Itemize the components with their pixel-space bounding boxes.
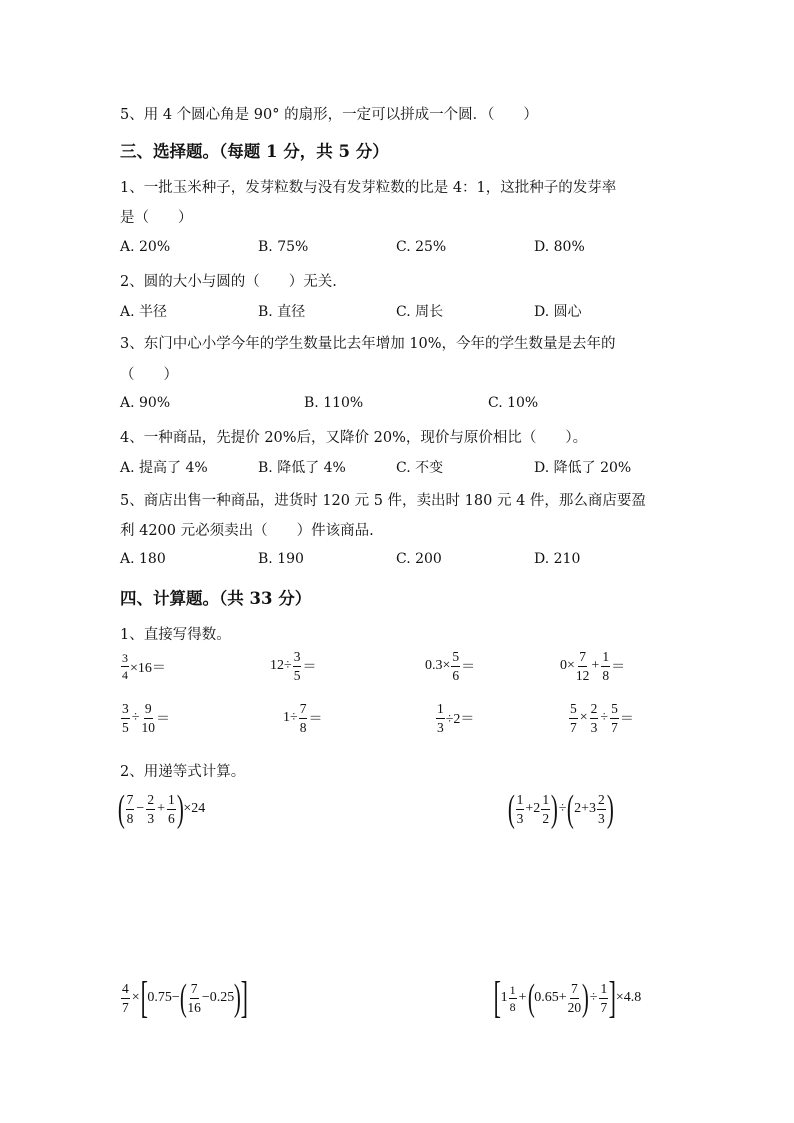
q3-line2: （ ） <box>120 367 178 383</box>
calc-sub1-title: 1、直接写得数。 <box>120 627 231 643</box>
stepwise-expr-3: $\frac{4}{7}$ × [ 0.75− ( $\frac{7}{16}$ −0.25 ) ] <box>122 973 248 1022</box>
q5-option-d: D. 210 <box>534 551 581 567</box>
stepwise-expr-1: ( $\frac{7}{8}$ − $\frac{2}{3}$ + $\frac{1}{6}$ ) ×24 <box>117 788 206 830</box>
section-4-title: 四、计算题。（共 33 分） <box>120 589 312 608</box>
q4-option-c: C. 不变 <box>396 460 444 476</box>
q2-line1: 2、圆的大小与圆的（ ）无关. <box>120 274 337 290</box>
fraction: $\frac{5}{7}$ <box>611 701 618 735</box>
q5-line1: 5、商店出售一种商品，进货时 120 元 5 件，卖出时 180 元 4 件，那么商店要盈 <box>120 493 646 509</box>
direct-expr-8: $\frac{5}{7}$ × $\frac{2}{3}$ ÷ $\frac{5}{7}$ ＝ <box>570 701 634 735</box>
fraction: $\frac{1}{3}$ <box>516 792 524 826</box>
direct-expr-6: 1÷ $\frac{7}{8}$ ＝ <box>283 701 323 735</box>
stepwise-expr-4: [ 1 $\frac{1}{8}$ + ( 0.65+ $\frac{7}{20}$ ) ÷ $\frac{1}{7}$ ] ×4.8 <box>493 973 642 1022</box>
q4-line1: 4、一种商品，先提价 20%后，又降价 20%，现价与原价相比（ ）。 <box>120 430 588 446</box>
fraction: $\frac{3}{4}$ <box>122 651 128 682</box>
q3-option-a: A. 90% <box>120 395 171 411</box>
fraction: $\frac{7}{8}$ <box>126 792 134 826</box>
fraction: $\frac{7}{16}$ <box>187 981 201 1015</box>
fraction: $\frac{3}{5}$ <box>122 701 129 735</box>
q1-line2: 是（ ） <box>120 210 193 226</box>
stepwise-expr-2: ( $\frac{1}{3}$ +2 $\frac{1}{2}$ ) ÷ ( 2+3 $\frac{2}{3}$ ) <box>507 788 614 830</box>
fraction: $\frac{2}{3}$ <box>147 792 155 826</box>
fraction: $\frac{1}{2}$ <box>542 792 550 826</box>
q3-option-c: C. 10% <box>488 395 539 411</box>
fraction: $\frac{7}{20}$ <box>567 981 582 1015</box>
fraction: $\frac{5}{7}$ <box>570 701 577 735</box>
q2-option-b: B. 直径 <box>258 304 306 320</box>
q1-option-c: C. 25% <box>396 239 447 255</box>
q5-option-a: A. 180 <box>120 551 166 567</box>
fraction: $\frac{9}{10}$ <box>141 701 155 735</box>
direct-expr-1: $\frac{3}{4}$ ×16＝ <box>122 651 166 682</box>
fraction: $\frac{7}{12}$ <box>575 649 590 683</box>
q1-option-a: A. 20% <box>120 239 171 255</box>
q2-option-c: C. 周长 <box>396 304 444 320</box>
q1-option-b: B. 75% <box>258 239 309 255</box>
direct-expr-3: 0.3× $\frac{5}{6}$ ＝ <box>425 649 476 683</box>
q3-line1: 3、东门中心小学今年的学生数量比去年增加 10%，今年的学生数量是去年的 <box>120 336 616 352</box>
q5-line2: 利 4200 元必须卖出（ ）件该商品. <box>120 523 374 539</box>
fraction: $\frac{3}{5}$ <box>293 649 301 683</box>
direct-expr-2: 12÷ $\frac{3}{5}$ ＝ <box>270 649 317 683</box>
fraction: $\frac{1}{8}$ <box>602 649 610 683</box>
fraction: $\frac{2}{3}$ <box>590 701 598 735</box>
judge-question-5: 5、用 4 个圆心角是 90° 的扇形，一定可以拼成一个圆．（ ） <box>120 107 538 123</box>
q1-option-d: D. 80% <box>534 239 585 255</box>
direct-expr-7: $\frac{1}{3}$ ÷2＝ <box>437 701 475 735</box>
fraction: $\frac{1}{6}$ <box>167 792 175 826</box>
direct-expr-4: 0× $\frac{7}{12}$ + $\frac{1}{8}$ ＝ <box>560 649 626 683</box>
q4-option-d: D. 降低了 20% <box>534 460 632 476</box>
q4-option-a: A. 提高了 4% <box>120 460 208 476</box>
direct-expr-5: $\frac{3}{5}$ ÷ $\frac{9}{10}$ ＝ <box>122 701 170 735</box>
fraction: $\frac{1}{3}$ <box>437 701 444 735</box>
fraction: $\frac{7}{8}$ <box>299 701 307 735</box>
q1-line1: 1、一批玉米种子，发芽粒数与没有发芽粒数的比是 4：1，这批种子的发芽率 <box>120 180 617 196</box>
fraction: $\frac{1}{7}$ <box>600 981 608 1015</box>
q5-option-c: C. 200 <box>396 551 442 567</box>
fraction: $\frac{2}{3}$ <box>597 792 605 826</box>
calc-sub2-title: 2、用递等式计算。 <box>120 764 246 780</box>
fraction: $\frac{5}{6}$ <box>452 649 460 683</box>
section-3-title: 三、选择题。（每题 1 分，共 5 分） <box>120 142 389 161</box>
q3-option-b: B. 110% <box>304 395 364 411</box>
q2-option-d: D. 圆心 <box>534 304 582 320</box>
q4-option-b: B. 降低了 4% <box>258 460 346 476</box>
q2-option-a: A. 半径 <box>120 304 168 320</box>
q5-option-b: B. 190 <box>258 551 304 567</box>
fraction: $\frac{4}{7}$ <box>122 981 129 1015</box>
fraction: $\frac{1}{8}$ <box>509 982 516 1014</box>
